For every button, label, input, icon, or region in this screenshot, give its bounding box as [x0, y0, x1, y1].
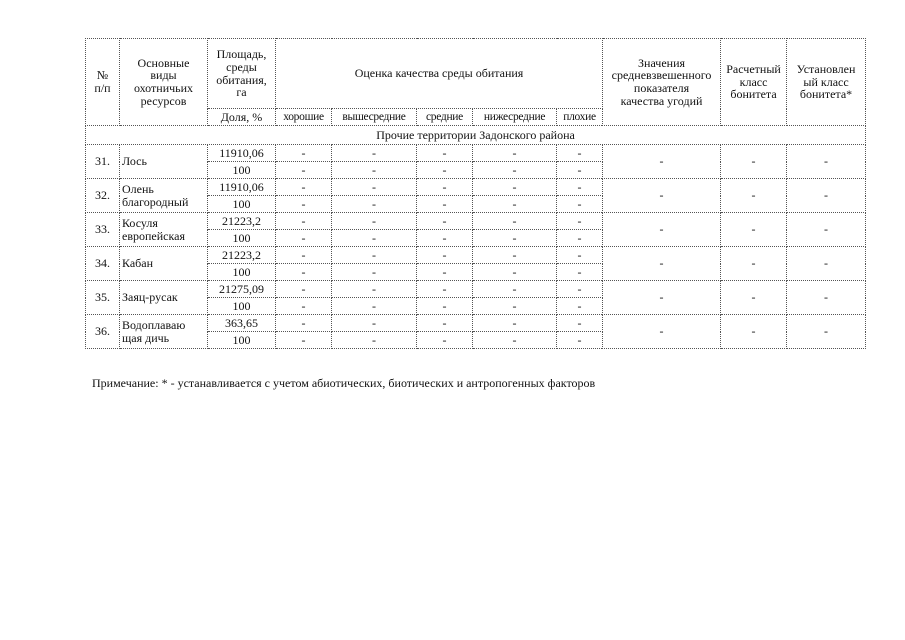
quality-above-area: - [332, 315, 417, 332]
header-share: Доля, % [208, 109, 276, 126]
habitat-area: 21223,2 [208, 247, 276, 264]
species-name: Водоплаваю щая дичь [120, 315, 208, 349]
quality-above-share: - [332, 298, 417, 315]
header-weighted: Значения средневзвешенного показателя качества угодий [603, 39, 721, 126]
quality-good-area: - [276, 247, 332, 264]
header-row-1 [86, 39, 866, 109]
weighted-value: - [603, 213, 721, 247]
quality-bad-share: - [557, 162, 603, 179]
quality-avg-share: - [417, 230, 473, 247]
quality-bad-area: - [557, 315, 603, 332]
weighted-value: - [603, 315, 721, 349]
quality-avg-share: - [417, 264, 473, 281]
quality-above-area: - [332, 213, 417, 230]
habitat-area: 11910,06 [208, 145, 276, 162]
header-calc-class: Расчетный класс бонитета [721, 39, 787, 126]
header-species: Основные виды охотничьих ресурсов [120, 39, 208, 126]
quality-below-share: - [473, 298, 557, 315]
set-class: - [787, 315, 866, 349]
quality-bad-area: - [557, 213, 603, 230]
species-name: Заяц-русак [120, 281, 208, 315]
quality-good-area: - [276, 145, 332, 162]
quality-above-area: - [332, 179, 417, 196]
set-class: - [787, 247, 866, 281]
quality-bad-share: - [557, 264, 603, 281]
habitat-area: 11910,06 [208, 179, 276, 196]
quality-good-area: - [276, 179, 332, 196]
set-class: - [787, 213, 866, 247]
habitat-area: 21223,2 [208, 213, 276, 230]
quality-below-share: - [473, 230, 557, 247]
weighted-value: - [603, 281, 721, 315]
habitat-area: 363,65 [208, 315, 276, 332]
quality-below-area: - [473, 247, 557, 264]
quality-bad-share: - [557, 230, 603, 247]
quality-avg-area: - [417, 315, 473, 332]
set-class: - [787, 281, 866, 315]
quality-avg-area: - [417, 145, 473, 162]
quality-below-area: - [473, 315, 557, 332]
quality-below-share: - [473, 196, 557, 213]
quality-bad-share: - [557, 332, 603, 349]
habitat-share: 100 [208, 298, 276, 315]
calc-class: - [721, 179, 787, 213]
quality-good-share: - [276, 162, 332, 179]
habitat-share: 100 [208, 230, 276, 247]
weighted-value: - [603, 179, 721, 213]
table-row [86, 145, 866, 162]
quality-below-area: - [473, 281, 557, 298]
row-number: 36. [86, 315, 120, 349]
table-row [86, 213, 866, 230]
quality-above-share: - [332, 162, 417, 179]
quality-below-share: - [473, 162, 557, 179]
quality-avg-share: - [417, 196, 473, 213]
quality-avg-area: - [417, 247, 473, 264]
habitat-area: 21275,09 [208, 281, 276, 298]
table-row [86, 247, 866, 264]
quality-good-area: - [276, 213, 332, 230]
quality-avg-area: - [417, 179, 473, 196]
calc-class: - [721, 315, 787, 349]
calc-class: - [721, 247, 787, 281]
quality-bad-share: - [557, 196, 603, 213]
species-name: Косуля европейская [120, 213, 208, 247]
quality-above-share: - [332, 264, 417, 281]
quality-below-share: - [473, 332, 557, 349]
header-num: № п/п [86, 39, 120, 126]
calc-class: - [721, 281, 787, 315]
quality-bad-area: - [557, 247, 603, 264]
habitat-quality-table [85, 38, 866, 349]
quality-good-share: - [276, 332, 332, 349]
quality-above-share: - [332, 230, 417, 247]
header-quality-bad: плохие [557, 109, 603, 126]
quality-below-area: - [473, 179, 557, 196]
header-set-class: Установлен ый класс бонитета* [787, 39, 866, 126]
species-name: Лось [120, 145, 208, 179]
set-class: - [787, 145, 866, 179]
quality-good-area: - [276, 315, 332, 332]
footnote: Примечание: * - устанавливается с учетом абиотических, биотических и антропогенных факторов [92, 376, 596, 390]
habitat-share: 100 [208, 162, 276, 179]
quality-good-share: - [276, 298, 332, 315]
header-quality-good: хорошие [276, 109, 332, 126]
weighted-value: - [603, 247, 721, 281]
quality-above-share: - [332, 332, 417, 349]
table-row [86, 315, 866, 332]
quality-bad-area: - [557, 145, 603, 162]
quality-avg-share: - [417, 162, 473, 179]
quality-good-share: - [276, 264, 332, 281]
calc-class: - [721, 213, 787, 247]
quality-bad-area: - [557, 179, 603, 196]
quality-avg-share: - [417, 332, 473, 349]
quality-bad-area: - [557, 281, 603, 298]
header-quality-below: нижесредние [473, 109, 557, 126]
quality-avg-area: - [417, 213, 473, 230]
quality-above-area: - [332, 281, 417, 298]
header-quality-above: вышесредние [332, 109, 417, 126]
weighted-value: - [603, 145, 721, 179]
section-title: Прочие территории Задонского района [86, 126, 866, 145]
table-body [86, 39, 866, 349]
quality-below-share: - [473, 264, 557, 281]
row-number: 33. [86, 213, 120, 247]
quality-above-area: - [332, 247, 417, 264]
habitat-share: 100 [208, 332, 276, 349]
quality-above-area: - [332, 145, 417, 162]
quality-bad-share: - [557, 298, 603, 315]
quality-good-share: - [276, 196, 332, 213]
row-number: 34. [86, 247, 120, 281]
quality-below-area: - [473, 145, 557, 162]
quality-avg-area: - [417, 281, 473, 298]
calc-class: - [721, 145, 787, 179]
habitat-share: 100 [208, 196, 276, 213]
quality-good-share: - [276, 230, 332, 247]
species-name: Кабан [120, 247, 208, 281]
quality-below-area: - [473, 213, 557, 230]
quality-good-area: - [276, 281, 332, 298]
header-area: Площадь, среды обитания, га [208, 39, 276, 109]
table-row [86, 281, 866, 298]
header-quality: Оценка качества среды обитания [276, 39, 603, 109]
row-number: 35. [86, 281, 120, 315]
section-row [86, 126, 866, 145]
set-class: - [787, 179, 866, 213]
species-name: Олень благородный [120, 179, 208, 213]
header-quality-avg: средние [417, 109, 473, 126]
row-number: 31. [86, 145, 120, 179]
table-row [86, 179, 866, 196]
habitat-share: 100 [208, 264, 276, 281]
quality-above-share: - [332, 196, 417, 213]
quality-avg-share: - [417, 298, 473, 315]
row-number: 32. [86, 179, 120, 213]
